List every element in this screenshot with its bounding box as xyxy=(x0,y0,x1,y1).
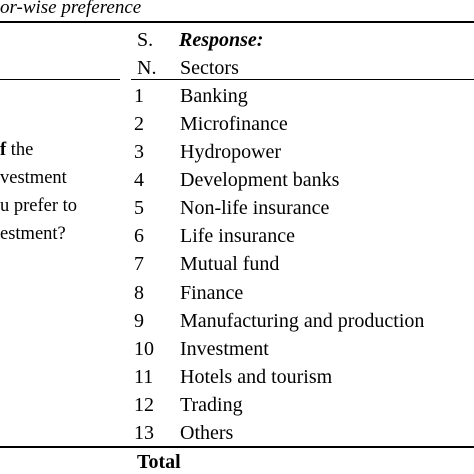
question-line2: vestment xyxy=(0,168,67,188)
row-sn: 7 xyxy=(134,253,144,275)
question-line1-rest: the xyxy=(6,140,34,160)
row-sn: 8 xyxy=(134,282,144,304)
top-rule xyxy=(0,21,474,23)
row-sector: Banking xyxy=(180,85,248,107)
total-rule xyxy=(0,446,474,448)
row-sn: 1 xyxy=(134,85,144,107)
question-line3: u prefer to xyxy=(0,196,78,216)
row-sector: Finance xyxy=(180,282,244,304)
row-sn: 3 xyxy=(134,141,144,163)
row-sn: 4 xyxy=(134,169,144,191)
row-sn: 2 xyxy=(134,113,144,135)
row-sector: Trading xyxy=(180,394,243,416)
question-line1-bold: f xyxy=(0,140,7,160)
row-sector: Hotels and tourism xyxy=(180,366,333,388)
header-right-rule xyxy=(131,79,474,80)
row-sn: 10 xyxy=(134,338,154,360)
row-sector: Investment xyxy=(180,338,269,360)
row-sector: Hydropower xyxy=(180,141,282,163)
row-sn: 13 xyxy=(134,422,154,444)
table-caption: or-wise preference xyxy=(0,0,142,18)
row-sn: 6 xyxy=(134,225,144,247)
row-sn: 5 xyxy=(134,197,144,219)
row-sector: Life insurance xyxy=(180,225,295,247)
row-sn: 12 xyxy=(134,394,154,416)
row-sector: Development banks xyxy=(180,169,340,191)
row-sector: Non-life insurance xyxy=(180,197,330,219)
header-sn-line2: N. xyxy=(137,57,157,79)
question-line4: estment? xyxy=(0,224,66,244)
row-sector: Manufacturing and production xyxy=(180,310,425,332)
row-sector: Mutual fund xyxy=(180,253,280,275)
total-label: Total xyxy=(137,451,181,473)
row-sn: 11 xyxy=(134,366,154,388)
header-response-label: Response: xyxy=(179,29,264,51)
row-sector: Others xyxy=(180,422,234,444)
row-sn: 9 xyxy=(134,310,144,332)
header-sn-line1: S. xyxy=(137,29,154,51)
row-sector: Microfinance xyxy=(180,113,288,135)
header-sectors-label: Sectors xyxy=(180,57,239,79)
header-left-rule xyxy=(0,79,120,80)
